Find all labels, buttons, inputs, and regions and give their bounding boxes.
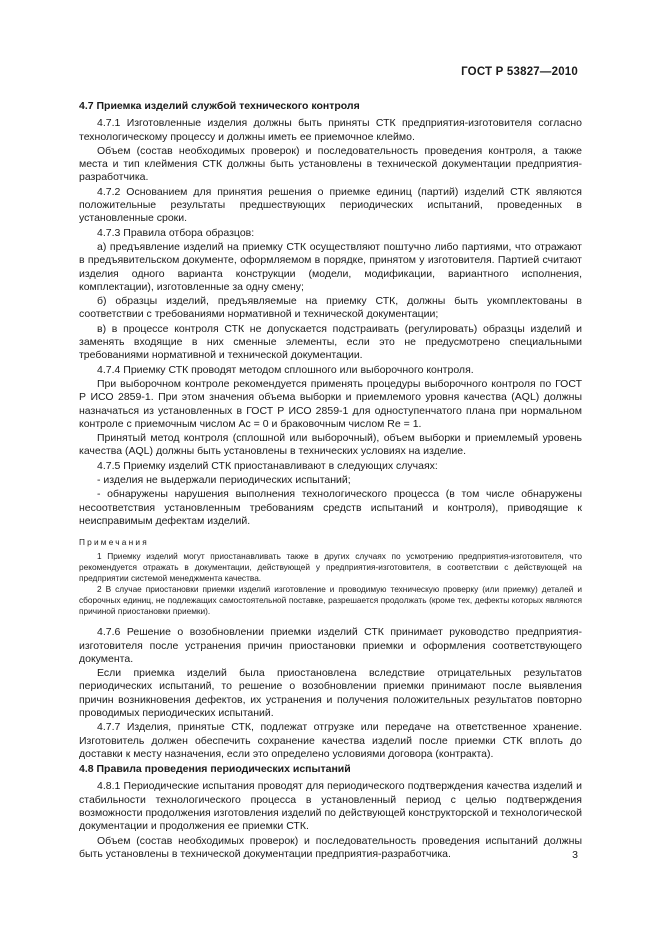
section-4-8-title: 4.8 Правила проведения периодических испытаний xyxy=(79,763,351,776)
document-number: ГОСТ Р 53827—2010 xyxy=(461,66,578,78)
section-4-7-title: 4.7 Приемка изделий службой технического контроля xyxy=(79,100,360,112)
paragraph-4-7-1: 4.7.1 Изготовленные изделия должны быть приняты СТК предприятия-изготовителя согласно технологическому процессу и должны иметь ее приемочное клеймо. xyxy=(79,117,582,143)
paragraph-4-7-6: 4.7.6 Решение о возобновлении приемки изделий СТК принимает руководство предприятия-изготовителя после устранения причин приостановки приемки и оформления соответствующего документа. xyxy=(79,626,582,665)
paragraph: При выборочном контроле рекомендуется применять процедуры выборочного контроля по ГОСТ Р ИСО 2859-1. При этом значения объема выборки и приемлемого уровня качества (AQL) должны назначаться из установленных в ГОСТ Р ИСО 2859-1 для одноступенчатого плана при нормальном контроле с приемочным числом Ac = 0 и браковочным числом Re = 1. xyxy=(79,377,582,430)
list-item-dash: - изделия не выдержали периодических испытаний; xyxy=(97,474,351,487)
notes-block xyxy=(79,537,582,617)
list-item-b: б) образцы изделий, предъявляемые на приемку СТК, должны быть укомплектованы в соответствии с требованиями нормативной и технической документации; xyxy=(79,295,582,321)
paragraph: Если приемка изделий была приостановлена вследствие отрицательных результатов периодических испытаний, то решение о возобновлении приемки принимают после выявления причин возникновения дефектов, их устранения и получения положительных результатов повторно проводимых периодических испытаний. xyxy=(79,667,582,719)
list-item-c: в) в процессе контроля СТК не допускается подстраивать (регулировать) образцы изделий и заменять входящие в них сменные элементы, если это не предусмотрено специальными требованиями нормативной и технической документации. xyxy=(79,322,582,362)
paragraph-4-7-3: 4.7.3 Правила отбора образцов: xyxy=(97,226,255,239)
list-item-a: а) предъявление изделий на приемку СТК осуществляют поштучно либо партиями, что отражают в предъявительском документе, оформляемом в порядке, принятом у изготовителя. Партией считают изделия одного варианта конструкции (модели, модификации, вариантного исполнения, комплектации), изготовленные за одну смену; xyxy=(79,240,582,293)
paragraph: Принятый метод контроля (сплошной или выборочный), объем выборки и приемлемый уровень качества (AQL) должны быть установлены в технических условиях на изделие. xyxy=(79,432,582,458)
list-item-dash: - обнаружены нарушения выполнения технологического процесса (в том числе обнаружены несоответствия установленным требованиям средств испытаний и контроля), приводящие к неисправимым дефектам изделий. xyxy=(79,488,582,527)
note-2: 2 В случае приостановки приемки изделий изготовление и проводимую техническую проверку (или приемку) деталей и сборочных единиц, не подлежащих самостоятельной поставке, разрешается продолжать (кроме тех, дефекты которых являются причиной приостановки приемки). xyxy=(79,584,582,617)
page-content xyxy=(79,100,582,862)
note-1: 1 Приемку изделий могут приостанавливать также в других случаях по усмотрению предприятия-изготовителя, что рекомендуется отражать в документации, действующей у предприятия-изготовителя, в соответствии с действующей на предприятии системой менеджмента качества. xyxy=(79,551,582,584)
page-number: 3 xyxy=(572,849,578,861)
paragraph: Объем (состав необходимых проверок) и последовательность проведения испытаний должны быть установлены в технической документации предприятия-разработчика. xyxy=(79,834,582,860)
paragraph-4-7-2: 4.7.2 Основанием для принятия решения о приемке единиц (партий) изделий СТК являются положительные результаты предшествующих периодических испытаний, проведенных в установленные сроки. xyxy=(79,185,582,225)
paragraph-4-7-7: 4.7.7 Изделия, принятые СТК, подлежат отгрузке или передаче на ответственное хранение. Изготовитель должен обеспечить сохранение качества изделий после приемки СТК вплоть до доставки к месту назначения, если это определено условиями договора (контракта). xyxy=(79,721,582,760)
paragraph-4-8-1: 4.8.1 Периодические испытания проводят для периодического подтверждения качества изделий и стабильности технологического процесса в установленный период с целью подтверждения возможности продолжения изготовления изделий по действующей конструкторской и технологической документации и продолжения ее приемки СТК. xyxy=(79,780,582,833)
paragraph-4-7-5: 4.7.5 Приемку изделий СТК приостанавливают в следующих случаях: xyxy=(97,459,438,472)
paragraph-4-7-4: 4.7.4 Приемку СТК проводят методом сплошного или выборочного контроля. xyxy=(97,363,474,376)
paragraph: Объем (состав необходимых проверок) и последовательность проведения контроля, а также места и тип клеймения СТК должны быть установлены в технической документации предприятия-разработчика. xyxy=(79,144,582,184)
notes-title: Примечания xyxy=(79,537,149,548)
